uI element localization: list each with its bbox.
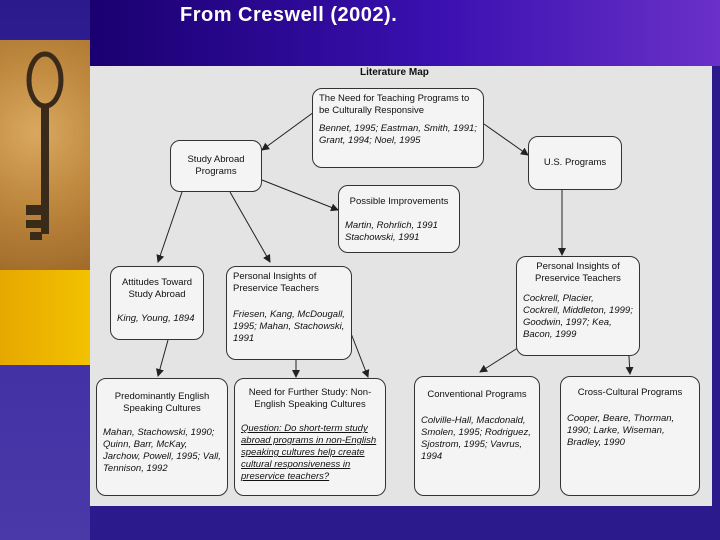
node-conventional bbox=[414, 376, 540, 496]
node-us-programs-title: U.S. Programs bbox=[543, 157, 607, 168]
node-study-abroad bbox=[170, 140, 262, 192]
slide-title: From Creswell (2002). bbox=[180, 4, 398, 26]
node-possible-improvements-refs: Martin, Rohrlich, 1991 Stachowski, 1991 bbox=[345, 220, 438, 243]
node-attitudes-title: Attitudes Toward Study Abroad bbox=[121, 277, 193, 300]
node-personal-insights-right bbox=[516, 256, 640, 356]
node-english-cultures-refs: Mahan, Stachowski, 1990; Quinn, Barr, McKay, Jarchow, Powell, 1995; Vall, Tennison, 1992 bbox=[103, 427, 221, 474]
node-root-title: The Need for Teaching Programs to be Culturally Responsive bbox=[319, 93, 470, 116]
node-possible-improvements-title: Possible Improvements bbox=[349, 196, 449, 207]
node-english-cultures-title: Predominantly English Speaking Cultures bbox=[114, 391, 210, 414]
node-english-cultures bbox=[96, 378, 228, 496]
node-cross-cultural-title: Cross-Cultural Programs bbox=[577, 387, 683, 398]
node-conventional-refs: Colville-Hall, Macdonald, Smolen, 1995; Rodriguez, Sjostrom, 1995; Vavrus, 1994 bbox=[421, 415, 531, 462]
node-cross-cultural-refs: Cooper, Beare, Thorman, 1990; Larke, Wiseman, Bradley, 1990 bbox=[567, 413, 675, 448]
node-root bbox=[312, 88, 484, 168]
node-cross-cultural bbox=[560, 376, 700, 496]
node-root-refs: Bennet, 1995; Eastman, Smith, 1991; Grant, 1994; Noel, 1995 bbox=[319, 123, 477, 146]
node-further-study-question: Question: Do short-term study abroad programs in non-English speaking cultures help create cultural responsiveness in preservice teachers? bbox=[241, 423, 377, 482]
node-conventional-title: Conventional Programs bbox=[427, 389, 527, 400]
node-personal-insights-left-title: Personal Insights of Preservice Teachers bbox=[233, 271, 319, 294]
node-personal-insights-left-refs: Friesen, Kang, McDougall, 1995; Mahan, Stachowski, 1991 bbox=[233, 309, 345, 344]
node-attitudes-refs: King, Young, 1894 bbox=[117, 313, 195, 324]
node-us-programs bbox=[528, 136, 622, 190]
map-title: Literature Map bbox=[360, 67, 429, 78]
node-personal-insights-left bbox=[226, 266, 352, 360]
node-personal-insights-right-title: Personal Insights of Preservice Teachers bbox=[535, 261, 621, 284]
node-study-abroad-title: Study Abroad Programs bbox=[187, 154, 245, 177]
node-further-study-title: Need for Further Study: Non-English Speaking Cultures bbox=[248, 387, 372, 410]
node-further-study bbox=[234, 378, 386, 496]
node-possible-improvements bbox=[338, 185, 460, 253]
node-personal-insights-right-refs: Cockrell, Placier, Cockrell, Middleton, 1999; Goodwin, 1997; Kea, Bacon, 1999 bbox=[523, 293, 633, 340]
node-attitudes bbox=[110, 266, 204, 340]
